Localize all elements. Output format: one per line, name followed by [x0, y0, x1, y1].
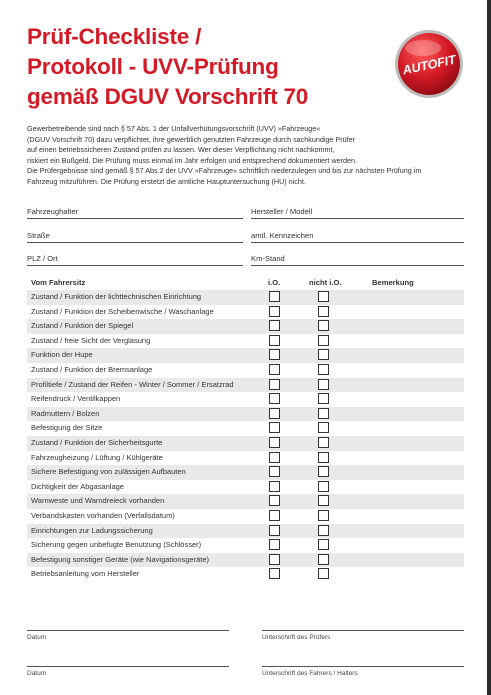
- checkbox-not-ok[interactable]: [318, 393, 329, 404]
- checkbox-not-ok[interactable]: [318, 554, 329, 565]
- checklist-item-label: Radmuttern / Bolzen: [31, 408, 100, 418]
- checkbox-ok[interactable]: [269, 539, 280, 550]
- checklist-item-label: Reifendruck / Ventilkappen: [31, 394, 121, 404]
- checklist-item-label: Befestigung sonstiger Geräte (wie Navigationsgeräte): [31, 554, 210, 564]
- checkbox-not-ok[interactable]: [318, 291, 329, 302]
- checklist-item-label: Zustand / freie Sicht der Verglasung: [31, 335, 151, 345]
- checkbox-ok[interactable]: [269, 568, 280, 579]
- checklist-item-label: Verbandskasten vorhanden (Verfallsdatum): [31, 510, 175, 520]
- checkbox-ok[interactable]: [269, 349, 280, 360]
- checkbox-not-ok[interactable]: [318, 335, 329, 346]
- checkbox-not-ok[interactable]: [318, 466, 329, 477]
- checkbox-not-ok[interactable]: [318, 320, 329, 331]
- checkbox-ok[interactable]: [269, 335, 280, 346]
- intro-line: auf einen betriebssicheren Zustand prüfen zu lassen. Wer dieser Verpflichtung nicht nachkommt,: [27, 145, 335, 155]
- checkbox-not-ok[interactable]: [318, 349, 329, 360]
- signature-date-2[interactable]: [27, 666, 229, 677]
- intro-line: Gewerbetreibende sind nach § 57 Abs. 1 der Unfallverhütungsvorschrift (UVV) »Fahrzeuge«: [27, 124, 321, 133]
- checklist-item-label: Dichtigkeit der Abgasanlage: [31, 481, 124, 491]
- checkbox-not-ok[interactable]: [318, 306, 329, 317]
- checkbox-not-ok[interactable]: [318, 539, 329, 550]
- checklist-item-label: Warnweste und Warndreieck vorhanden: [31, 496, 165, 506]
- checklist-row: [27, 348, 464, 363]
- checklist-item-label: Zustand / Funktion der lichttechnischen Einrichtung: [31, 292, 202, 301]
- field-fahrzeughalter[interactable]: [27, 206, 243, 219]
- field-hersteller-modell[interactable]: [251, 206, 464, 219]
- checkbox-not-ok[interactable]: [318, 452, 329, 463]
- checklist-row: [27, 421, 464, 436]
- checkbox-ok[interactable]: [269, 554, 280, 565]
- checklist-item-label: Zustand / Funktion der Sicherheitsgurte: [31, 437, 163, 447]
- checkbox-not-ok[interactable]: [318, 525, 329, 536]
- checklist-row: [27, 451, 464, 466]
- checklist-row: [27, 538, 464, 553]
- field-label: Km-Stand: [251, 254, 285, 263]
- checklist-item-label: Zustand / Funktion der Spiegel: [31, 321, 134, 331]
- checkbox-not-ok[interactable]: [318, 437, 329, 448]
- autofit-logo: [393, 28, 465, 100]
- checklist-row: [27, 363, 464, 378]
- signature-label: Unterschrift des Fahrers / Halters: [262, 670, 358, 677]
- column-header-ok: i.O.: [268, 278, 281, 287]
- checkbox-not-ok[interactable]: [318, 495, 329, 506]
- checklist-item-label: Sichere Befestigung von zulässigen Aufbauten: [31, 467, 186, 477]
- signature-label: Unterschrift des Prüfers: [262, 634, 331, 641]
- checklist-row: [27, 319, 464, 334]
- column-header-remark: Bemerkung: [372, 278, 414, 287]
- checklist-row: [27, 392, 464, 407]
- checkbox-not-ok[interactable]: [318, 568, 329, 579]
- intro-line: (DGUV Vorschrift 70) dazu verpflichtet, ihre gewerblich genutzten Fahrzeuge durch sachkundige Prüfer: [27, 134, 355, 144]
- field-km-stand[interactable]: [251, 253, 464, 266]
- checklist-item-label: Funktion der Hupe: [31, 350, 93, 360]
- signature-label: Datum: [27, 670, 47, 677]
- checkbox-ok[interactable]: [269, 466, 280, 477]
- checkbox-ok[interactable]: [269, 437, 280, 448]
- checkbox-not-ok[interactable]: [318, 422, 329, 433]
- checklist-item-label: Einrichtungen zur Ladungssicherung: [31, 525, 153, 535]
- checklist-row: [27, 290, 464, 305]
- checkbox-ok[interactable]: [269, 525, 280, 536]
- checklist-item-label: Sicherung gegen unbefugte Benutzung (Schlösser): [31, 540, 202, 550]
- checkbox-ok[interactable]: [269, 422, 280, 433]
- checkbox-not-ok[interactable]: [318, 408, 329, 419]
- field-label: PLZ / Ort: [27, 254, 58, 263]
- intro-line: riskiert ein Bußgeld. Die Prüfung muss einmal im Jahr erfolgen und entsprechend dokumentiert werden.: [27, 155, 357, 165]
- checklist-row: [27, 494, 464, 509]
- checkbox-ok[interactable]: [269, 510, 280, 521]
- checkbox-ok[interactable]: [269, 452, 280, 463]
- checkbox-ok[interactable]: [269, 495, 280, 506]
- checkbox-ok[interactable]: [269, 364, 280, 375]
- field-strasse[interactable]: [27, 230, 243, 243]
- checklist-row: [27, 436, 464, 451]
- field-label: Straße: [27, 231, 50, 240]
- checklist-row: [27, 465, 464, 480]
- checklist-item-label: Betriebsanleitung vom Hersteller: [31, 569, 140, 579]
- checklist-row: [27, 567, 464, 582]
- page-edge: [487, 0, 491, 695]
- checklist-row: [27, 524, 464, 539]
- title-line-1: Prüf-Checkliste /: [27, 24, 202, 49]
- checkbox-ok[interactable]: [269, 393, 280, 404]
- signature-date-1[interactable]: [27, 630, 229, 641]
- signature-fahrer[interactable]: [262, 666, 464, 677]
- checklist-row: [27, 553, 464, 568]
- checklist-row: [27, 305, 464, 320]
- checklist-row: [27, 407, 464, 422]
- checklist-table: [27, 290, 464, 582]
- checkbox-not-ok[interactable]: [318, 364, 329, 375]
- checklist-item-label: Zustand / Funktion der Bremsanlage: [31, 364, 153, 374]
- checkbox-ok[interactable]: [269, 306, 280, 317]
- checkbox-not-ok[interactable]: [318, 481, 329, 492]
- field-kennzeichen[interactable]: [251, 230, 464, 243]
- checklist-item-label: Zustand / Funktion der Scheibenwische / Waschanlage: [31, 306, 214, 316]
- checkbox-ok[interactable]: [269, 408, 280, 419]
- logo-text: AUTOFIT: [401, 52, 458, 78]
- signature-label: Datum: [27, 634, 47, 641]
- checkbox-ok[interactable]: [269, 320, 280, 331]
- signature-pruefer[interactable]: [262, 630, 464, 641]
- title-line-3: gemäß DGUV Vorschrift 70: [27, 84, 309, 109]
- checklist-row: [27, 378, 464, 393]
- checklist-row: [27, 509, 464, 524]
- title-line-2: Protokoll - UVV-Prüfung: [27, 54, 279, 79]
- field-plz-ort[interactable]: [27, 253, 243, 266]
- checklist-item-label: Befestigung der Sitze: [31, 423, 103, 433]
- field-label: Hersteller / Modell: [251, 207, 313, 216]
- section-heading: Vom Fahrersitz: [31, 278, 86, 287]
- checkbox-ok[interactable]: [269, 291, 280, 302]
- checklist-item-label: Fahrzeugheizung / Lüftung / Kühlgeräte: [31, 452, 163, 462]
- checkbox-ok[interactable]: [269, 481, 280, 492]
- intro-line: Die Prüfergebnisse sind gemäß § 57 Abs.2 der UVV »Fahrzeuge« schriftlich niederzulegen und bis zur nächsten Prüfung im: [27, 166, 422, 176]
- checkbox-ok[interactable]: [269, 379, 280, 390]
- checkbox-not-ok[interactable]: [318, 510, 329, 521]
- column-header-not-ok: nicht i.O.: [309, 278, 342, 287]
- intro-text: [27, 124, 472, 188]
- intro-line: Fahrzeug mitzuführen. Die Prüfung erstetzt die amtliche Hauptuntersuchung (HU) nicht.: [27, 176, 306, 186]
- checklist-row: [27, 334, 464, 349]
- field-label: Fahrzeughalter: [27, 207, 79, 216]
- checkbox-not-ok[interactable]: [318, 379, 329, 390]
- field-label: amtl. Kennzeichen: [251, 231, 314, 240]
- checklist-item-label: Profiltiefe / Zustand der Reifen - Winter / Sommer / Ersatzrad: [31, 379, 234, 389]
- checklist-row: [27, 480, 464, 495]
- page-title: [27, 22, 387, 112]
